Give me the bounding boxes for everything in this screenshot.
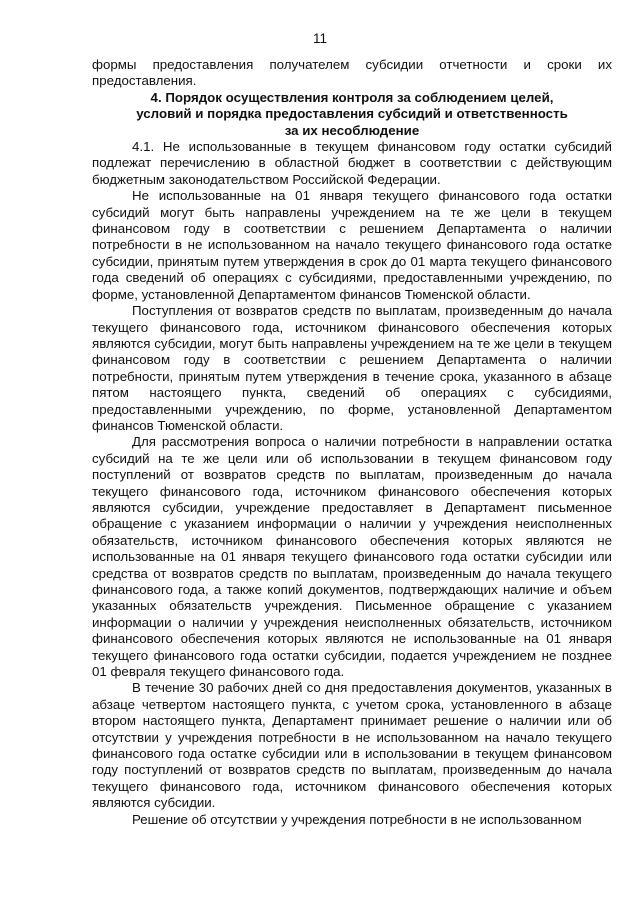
section-heading-line: условий и порядка предоставления субсидий и ответственность	[136, 106, 568, 122]
section-heading	[92, 90, 612, 139]
paragraph: Не использованные на 01 января текущего финансового года остатки субсидий могут быть направлены учреждением на те же цели в текущем финансовом году в соответствии с решением Департамента о наличии потребности в не использованном на начало текущего финансового года остатке субсидии, принятым путем утверждения в срок до 01 марта текущего финансового года сведений об операциях с субсидиями, предоставленными учреждению, по форме, установленной Департаментом финансов Тюменской области.	[92, 188, 612, 302]
paragraph: Поступления от возвратов средств по выплатам, произведенным до начала текущего финансового года, источником финансового обеспечения которых являются субсидии, могут быть направлены учреждением на те же цели в текущем финансовом году в соответствии с решением Департамента о наличии потребности, принятым путем утверждения в течение срока, указанного в абзаце пятом настоящего пункта, сведений об операциях с субсидиями, предоставленными учреждению, по форме, установленной Департаментом финансов Тюменской области.	[92, 303, 612, 433]
page-number: 11	[312, 31, 327, 46]
paragraph: Для рассмотрения вопроса о наличии потребности в направлении остатка субсидий на те же цели или об использовании в текущем финансовом году поступлений от возвратов средств по выплатам, произведенным до начала текущего финансового года, источником финансового обеспечения которых являются субсидии, учреждение предоставляет в Департамент письменное обращение с указанием информации о наличии у учреждения неисполненных обязательств, источником финансового обеспечения которых являются не использованные на 01 января текущего финансового года остатки субсидии или средства от возвратов средств по выплатам, произведенным до начала текущего финансового года, а также копий документов, подтверждающих наличие и объем указанных обязательств учреждения. Письменное обращение с указанием информации о наличии у учреждения неисполненных обязательств, источником финансового обеспечения которых являются не использованные на 01 января текущего финансового года остатки субсидии, подается учреждением не позднее 01 февраля текущего финансового года.	[92, 434, 612, 680]
continuation-paragraph: формы предоставления получателем субсидии отчетности и сроки их предоставления.	[92, 57, 612, 89]
paragraph-4-1: 4.1. Не использованные в текущем финансовом году остатки субсидий подлежат перечислению в областной бюджет в соответствии с действующим бюджетным законодательством Российской Федерации.	[92, 139, 612, 187]
document-body	[92, 57, 612, 828]
section-heading-line: за их несоблюдение	[284, 122, 420, 138]
paragraph-truncated: Решение об отсутствии у учреждения потребности в не использованном	[132, 811, 582, 827]
paragraph: В течение 30 рабочих дней со дня предоставления документов, указанных в абзаце четвертом настоящего пункта, с учетом срока, установленного в абзаце втором настоящего пункта, Департамент принимает решение о наличии или об отсутствии у учреждения потребности в не использованном на начало текущего финансового года остатке субсидии или в использовании в текущем финансовом году поступлений от возвратов средств по выплатам, произведенным до начала текущего финансового года, источником финансового обеспечения которых являются субсидии.	[92, 680, 612, 811]
section-heading-line: 4. Порядок осуществления контроля за соблюдением целей,	[150, 89, 554, 105]
